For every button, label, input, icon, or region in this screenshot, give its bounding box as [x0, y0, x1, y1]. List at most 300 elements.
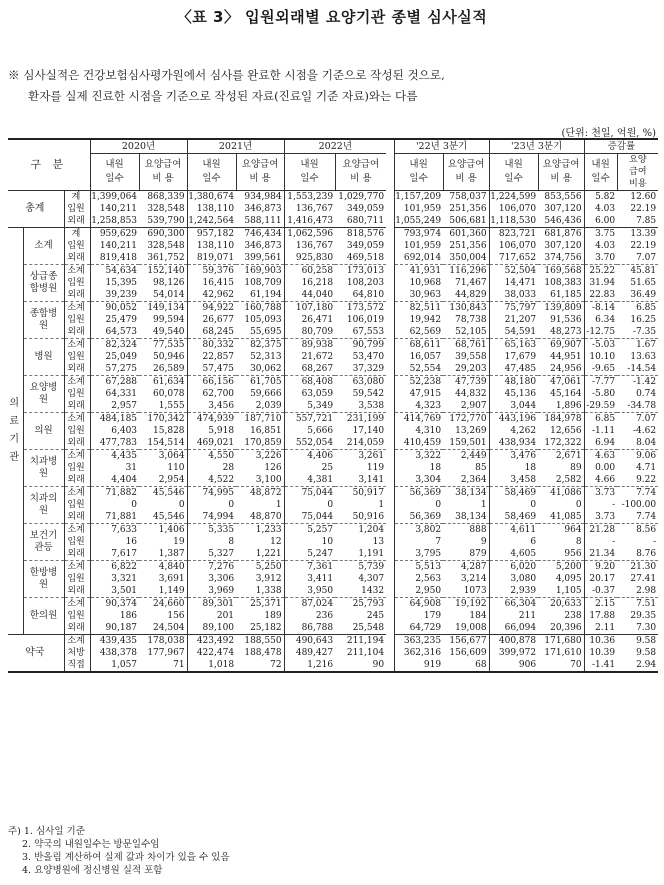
value-cell: 61,634 — [139, 376, 187, 389]
value-cell: 363,235 — [394, 635, 443, 648]
value-cell: 477,783 — [90, 437, 139, 450]
value-cell: 2,954 — [158, 475, 185, 485]
value-cell: 6,020 — [489, 561, 538, 574]
value-cell: 22.19 — [630, 204, 657, 214]
row-kind: 계 — [64, 191, 90, 204]
value-cell: 85 — [475, 463, 487, 473]
value-cell: 238 — [564, 611, 582, 621]
value-cell: 717,652 — [489, 252, 538, 265]
value-cell: 3,322 — [394, 450, 443, 463]
value-cell: 0.00 — [584, 462, 617, 474]
row-kind: 외래 — [64, 548, 90, 561]
value-cell: 414,769 — [394, 413, 443, 426]
value-cell: 539,790 — [147, 216, 185, 226]
value-cell: 36.49 — [630, 290, 657, 300]
value-cell: 140,211 — [90, 240, 139, 252]
value-cell: 3,912 — [255, 574, 282, 584]
value-cell: 443,196 — [489, 413, 538, 426]
value-cell: 211,194 — [335, 635, 386, 648]
value-cell: 67,288 — [90, 376, 139, 389]
value-cell: 4.63 — [584, 450, 617, 463]
value-cell: 12 — [270, 537, 282, 547]
value-cell: 188,478 — [244, 648, 282, 658]
footnote-3: 3. 반올림 계산하여 실제 값과 차이가 있을 수 있음 — [22, 852, 230, 863]
value-cell: 24,660 — [139, 598, 187, 611]
value-cell: 13.39 — [617, 228, 658, 241]
value-cell: 177,967 — [147, 648, 185, 658]
value-cell: 56,369 — [394, 487, 443, 500]
header-pay-line2: 비 용 — [550, 173, 572, 184]
value-cell: 90,799 — [335, 339, 386, 352]
value-cell: 1,258,853 — [91, 216, 138, 226]
table-row — [8, 252, 658, 265]
value-cell: 7,617 — [90, 548, 139, 561]
value-cell: 925,830 — [284, 252, 335, 265]
value-cell: 868,339 — [139, 191, 187, 204]
value-cell: 64,573 — [90, 326, 139, 339]
row-kind: 소계 — [64, 598, 90, 611]
value-cell: 1,221 — [255, 549, 282, 559]
header-pay — [335, 154, 386, 191]
value-cell: 13,269 — [455, 426, 487, 436]
row-kind: 외래 — [64, 326, 90, 339]
value-cell: 62,700 — [187, 388, 236, 400]
row-label-dental_hosp: 치과병원 — [23, 450, 64, 487]
table-row — [8, 585, 658, 598]
value-cell: 75,044 — [284, 487, 335, 500]
value-cell: 19,942 — [394, 314, 443, 326]
value-cell: 3,795 — [394, 548, 443, 561]
value-cell: 400,878 — [489, 635, 538, 648]
row-kind: 외래 — [64, 400, 90, 413]
value-cell: 349,059 — [346, 204, 385, 214]
value-cell: 48,872 — [236, 487, 284, 500]
value-cell: 5,250 — [236, 561, 284, 574]
row-kind: 소계 — [64, 635, 90, 648]
value-cell: 10.36 — [584, 635, 617, 648]
header-pay — [139, 154, 187, 191]
value-cell: 328,548 — [147, 204, 185, 214]
value-cell: 156 — [167, 611, 185, 621]
value-cell: 68 — [475, 660, 487, 670]
value-cell: 13.63 — [630, 352, 657, 362]
table-row — [8, 302, 658, 315]
value-cell: 87,024 — [284, 598, 335, 611]
value-cell: 2,950 — [394, 585, 443, 598]
value-cell: 72 — [270, 660, 282, 670]
value-cell: 106,070 — [489, 203, 538, 215]
value-cell: 24,956 — [550, 364, 582, 374]
value-cell: 5,918 — [187, 425, 236, 437]
gap-cell — [386, 215, 394, 228]
value-cell: 53,470 — [352, 352, 385, 362]
row-kind: 입원 — [64, 388, 90, 400]
row-kind: 입원 — [64, 610, 90, 622]
value-cell: 4.03 — [584, 203, 617, 215]
table-row — [8, 191, 658, 204]
gap-cell — [386, 622, 394, 635]
value-cell: 17,679 — [489, 351, 538, 363]
value-cell: 25 — [284, 462, 335, 474]
value-cell: 89,100 — [187, 622, 236, 635]
value-cell: 82,375 — [236, 339, 284, 352]
gap-cell — [386, 450, 394, 463]
value-cell: 139,809 — [538, 302, 584, 315]
value-cell: -7.35 — [633, 327, 657, 337]
value-cell: 3,304 — [394, 474, 443, 487]
row-kind: 입원 — [64, 277, 90, 289]
value-cell: 47,739 — [443, 376, 489, 389]
row-kind: 외래 — [64, 474, 90, 487]
value-cell: 3,321 — [90, 573, 139, 585]
gap-cell — [386, 511, 394, 524]
value-cell: 423,492 — [187, 635, 236, 648]
value-cell: 18 — [394, 462, 443, 474]
value-cell: 746,434 — [236, 228, 284, 241]
value-cell: 27.41 — [630, 574, 657, 584]
value-cell: 692,014 — [394, 252, 443, 265]
value-cell: 2.15 — [584, 598, 617, 611]
value-cell: 7,361 — [284, 561, 335, 574]
value-cell: 160,788 — [236, 302, 284, 315]
value-cell: 4,550 — [187, 450, 236, 463]
gap-cell — [386, 585, 394, 598]
gap-cell — [386, 302, 394, 315]
value-cell: 3,141 — [358, 475, 385, 485]
value-cell: 18 — [489, 462, 538, 474]
value-cell: 2,939 — [489, 585, 538, 598]
value-cell: 21.28 — [584, 524, 617, 537]
header-days — [187, 154, 236, 191]
table-row — [8, 610, 658, 622]
value-cell: 4.71 — [636, 463, 657, 473]
gap-cell — [386, 252, 394, 265]
value-cell: 3,458 — [489, 474, 538, 487]
value-cell: 159,501 — [449, 438, 487, 448]
value-cell: 25,049 — [90, 351, 139, 363]
value-cell: 3,691 — [158, 574, 185, 584]
table-row — [8, 351, 658, 363]
value-cell: 2.94 — [636, 660, 657, 670]
value-cell: 4,381 — [284, 474, 335, 487]
value-cell: 89,938 — [284, 339, 335, 352]
value-cell: 469,021 — [187, 437, 236, 450]
value-cell: 86,788 — [284, 622, 335, 635]
value-cell: -14.54 — [627, 364, 657, 374]
table-row — [8, 622, 658, 635]
value-cell: 2,957 — [90, 400, 139, 413]
header-days-line2: 일수 — [504, 173, 523, 184]
header-pay-line1: 요양급여 — [542, 159, 580, 170]
value-cell: 20,396 — [550, 623, 582, 633]
value-cell: 919 — [394, 659, 443, 672]
value-cell: 2.98 — [636, 586, 657, 596]
value-cell: 78,738 — [455, 315, 487, 325]
value-cell: 8.04 — [636, 438, 657, 448]
row-kind: 입원 — [64, 203, 90, 215]
value-cell: 7.74 — [617, 487, 658, 500]
gap-cell — [386, 388, 394, 400]
value-cell: 29,203 — [455, 364, 487, 374]
gap-cell — [386, 289, 394, 302]
value-cell: 16,415 — [187, 277, 236, 289]
table-row — [8, 487, 658, 500]
value-cell: 484,185 — [90, 413, 139, 426]
value-cell: 45,164 — [550, 389, 582, 399]
value-cell: 307,120 — [544, 204, 582, 214]
value-cell: 106,019 — [346, 315, 385, 325]
table-row — [8, 548, 658, 561]
value-cell: 1,191 — [358, 549, 385, 559]
value-cell: 47,485 — [489, 363, 538, 376]
value-cell: -9.65 — [584, 363, 617, 376]
value-cell: 1,387 — [158, 549, 185, 559]
value-cell: 10.10 — [584, 351, 617, 363]
value-cell: 80,709 — [284, 326, 335, 339]
value-cell: 19,008 — [455, 623, 487, 633]
value-cell: 328,548 — [147, 241, 185, 251]
value-cell: 1,216 — [284, 659, 335, 672]
value-cell: 91,536 — [550, 315, 582, 325]
value-cell: 20.17 — [584, 573, 617, 585]
row-kind: 입원 — [64, 462, 90, 474]
table-row — [8, 462, 658, 474]
value-cell: 6.85 — [617, 302, 658, 315]
value-cell: 42,962 — [187, 289, 236, 302]
row-label-tertiary: 상급종합병원 — [23, 265, 64, 302]
value-cell: 489,427 — [284, 647, 335, 659]
value-cell: 1.67 — [617, 339, 658, 352]
value-cell: 4,611 — [489, 524, 538, 537]
table-row — [8, 289, 658, 302]
value-cell: 64,331 — [90, 388, 139, 400]
gap-cell — [386, 425, 394, 437]
row-kind: 소계 — [64, 302, 90, 315]
value-cell: 41,086 — [538, 487, 584, 500]
row-kind: 소계 — [64, 413, 90, 426]
value-cell: 251,356 — [449, 241, 487, 251]
value-cell: 75,797 — [489, 302, 538, 315]
value-cell: 5,349 — [284, 400, 335, 413]
value-cell: 186 — [90, 610, 139, 622]
value-cell: 54,634 — [90, 265, 139, 278]
value-cell: 17,140 — [352, 426, 385, 436]
value-cell: 1,149 — [158, 586, 185, 596]
value-cell: 52,238 — [394, 376, 443, 389]
value-cell: -29.59 — [584, 400, 617, 413]
value-cell: 171,610 — [544, 648, 582, 658]
table-row — [8, 363, 658, 376]
value-cell: 119 — [366, 463, 385, 473]
row-label-oriental_clinic: 한의원 — [23, 598, 64, 635]
value-cell: 2,907 — [460, 401, 487, 411]
value-cell: 956 — [564, 549, 582, 559]
value-cell: -1.41 — [584, 659, 617, 672]
gap-cell — [386, 363, 394, 376]
table-row — [8, 647, 658, 659]
value-cell: 90,187 — [90, 622, 139, 635]
value-cell: 4,307 — [358, 574, 385, 584]
performance-table — [8, 138, 658, 673]
value-cell: -1.11 — [584, 425, 617, 437]
value-cell: 5,739 — [335, 561, 386, 574]
value-cell: 1,555 — [158, 401, 185, 411]
value-cell: 4,522 — [187, 474, 236, 487]
header-pay-line2: 비 용 — [152, 173, 174, 184]
value-cell: 58,469 — [489, 487, 538, 500]
value-cell: 3.73 — [584, 487, 617, 500]
value-cell: 37,329 — [352, 364, 385, 374]
value-cell: 3,064 — [139, 450, 187, 463]
value-cell: -100.00 — [621, 500, 657, 510]
value-cell: 16,851 — [250, 426, 282, 436]
value-cell: -0.37 — [584, 585, 617, 598]
value-cell: 26,471 — [284, 314, 335, 326]
value-cell: 4,605 — [489, 548, 538, 561]
value-cell: 130,843 — [443, 302, 489, 315]
value-cell: 60,078 — [153, 389, 185, 399]
header-days-line1: 내원 — [504, 159, 523, 170]
value-cell: 149,134 — [139, 302, 187, 315]
value-cell: 7.07 — [617, 413, 658, 426]
header-pay-line1: 요양급여 — [144, 159, 182, 170]
table-row — [8, 511, 658, 524]
value-cell: 8.76 — [636, 549, 657, 559]
value-cell: 3,261 — [335, 450, 386, 463]
value-cell: 14,471 — [489, 277, 538, 289]
value-cell: 68,761 — [443, 339, 489, 352]
value-cell: -4.62 — [633, 426, 657, 436]
value-cell: 29.35 — [630, 611, 657, 621]
header-days — [489, 154, 538, 191]
value-cell: 4,323 — [394, 400, 443, 413]
row-label-nursing: 요양병원 — [23, 376, 64, 413]
value-cell: 7 — [394, 536, 443, 548]
value-cell: 12.60 — [617, 191, 658, 204]
value-cell: 819,418 — [90, 252, 139, 265]
gap-cell — [386, 400, 394, 413]
value-cell: 5,666 — [284, 425, 335, 437]
row-label-health: 보건기관등 — [23, 524, 64, 561]
value-cell: 2,563 — [394, 573, 443, 585]
value-cell: 4.03 — [584, 240, 617, 252]
value-cell: 45,546 — [153, 512, 185, 522]
table-row — [8, 376, 658, 389]
value-cell: 690,300 — [139, 228, 187, 241]
value-cell: 68,611 — [394, 339, 443, 352]
table-row — [8, 659, 658, 672]
value-cell: 819,071 — [187, 252, 236, 265]
value-cell: 59,376 — [187, 265, 236, 278]
table-row — [8, 388, 658, 400]
value-cell: 50,917 — [335, 487, 386, 500]
value-cell: 47,915 — [394, 388, 443, 400]
row-label-dental_clinic: 치과의원 — [23, 487, 64, 524]
row-kind: 소계 — [64, 561, 90, 574]
value-cell: 0 — [489, 499, 538, 511]
value-cell: 4,840 — [139, 561, 187, 574]
value-cell: 490,643 — [284, 635, 335, 648]
header-rate-pay — [617, 154, 658, 191]
value-cell: 1,157,209 — [395, 192, 442, 202]
value-cell: 169,568 — [538, 265, 584, 278]
value-cell: 4,287 — [443, 561, 489, 574]
value-cell: 1,029,770 — [335, 191, 386, 204]
value-cell: 44,040 — [284, 289, 335, 302]
value-cell: 1,896 — [555, 401, 582, 411]
value-cell: 6.34 — [584, 314, 617, 326]
value-cell: 3,501 — [90, 585, 139, 598]
table-row — [8, 228, 658, 241]
row-label-total: 총계 — [8, 191, 64, 228]
header-pay — [538, 154, 584, 191]
value-cell: 1,233 — [236, 524, 284, 537]
value-cell: 136,767 — [284, 203, 335, 215]
value-cell: 3,044 — [489, 400, 538, 413]
value-cell: 66,304 — [489, 598, 538, 611]
header-pay-line1: 요양급여 — [342, 159, 380, 170]
value-cell: 853,556 — [538, 191, 584, 204]
table-row — [8, 573, 658, 585]
gap-cell — [386, 437, 394, 450]
value-cell: 7.74 — [636, 512, 657, 522]
value-cell: 5,257 — [284, 524, 335, 537]
value-cell: 154,514 — [147, 438, 185, 448]
value-cell: 588,111 — [244, 216, 282, 226]
value-cell: 1 — [275, 500, 282, 510]
value-cell: 22.19 — [630, 241, 657, 251]
institution-label: 의료기관 — [9, 398, 20, 463]
value-cell: 3,969 — [187, 585, 236, 598]
value-cell: 6.94 — [584, 437, 617, 450]
header-days-line2: 일수 — [409, 173, 428, 184]
value-cell: 6,403 — [90, 425, 139, 437]
table-body — [8, 191, 658, 673]
table-row — [8, 339, 658, 352]
value-cell: 52,504 — [489, 265, 538, 278]
row-label-hospital: 병원 — [23, 339, 64, 376]
value-cell: 59,542 — [352, 389, 385, 399]
value-cell: 25,793 — [335, 598, 386, 611]
value-cell: 211 — [489, 610, 538, 622]
value-cell: 64,810 — [352, 290, 385, 300]
gap-cell — [386, 487, 394, 500]
header-days-line1: 내원 — [105, 159, 124, 170]
value-cell: 474,939 — [187, 413, 236, 426]
value-cell: 3,476 — [489, 450, 538, 463]
value-cell: 45.81 — [617, 265, 658, 278]
value-cell: 20,633 — [538, 598, 584, 611]
value-cell: 58,469 — [489, 511, 538, 524]
value-cell: 3.70 — [584, 252, 617, 265]
value-cell: 106,070 — [489, 240, 538, 252]
value-cell: 818,576 — [335, 228, 386, 241]
value-cell: 98,126 — [153, 278, 185, 288]
value-cell: -7.77 — [584, 376, 617, 389]
value-cell: 47,061 — [538, 376, 584, 389]
value-cell: 2,449 — [443, 450, 489, 463]
value-cell: 90,052 — [90, 302, 139, 315]
value-cell: 52,313 — [250, 352, 282, 362]
row-kind: 입원 — [64, 536, 90, 548]
gap-cell — [386, 462, 394, 474]
value-cell: 184,978 — [538, 413, 584, 426]
table-row — [8, 400, 658, 413]
value-cell: 3,411 — [284, 573, 335, 585]
value-cell: 69,907 — [538, 339, 584, 352]
value-cell: 5,247 — [284, 548, 335, 561]
row-label-clinic: 의원 — [23, 413, 64, 450]
